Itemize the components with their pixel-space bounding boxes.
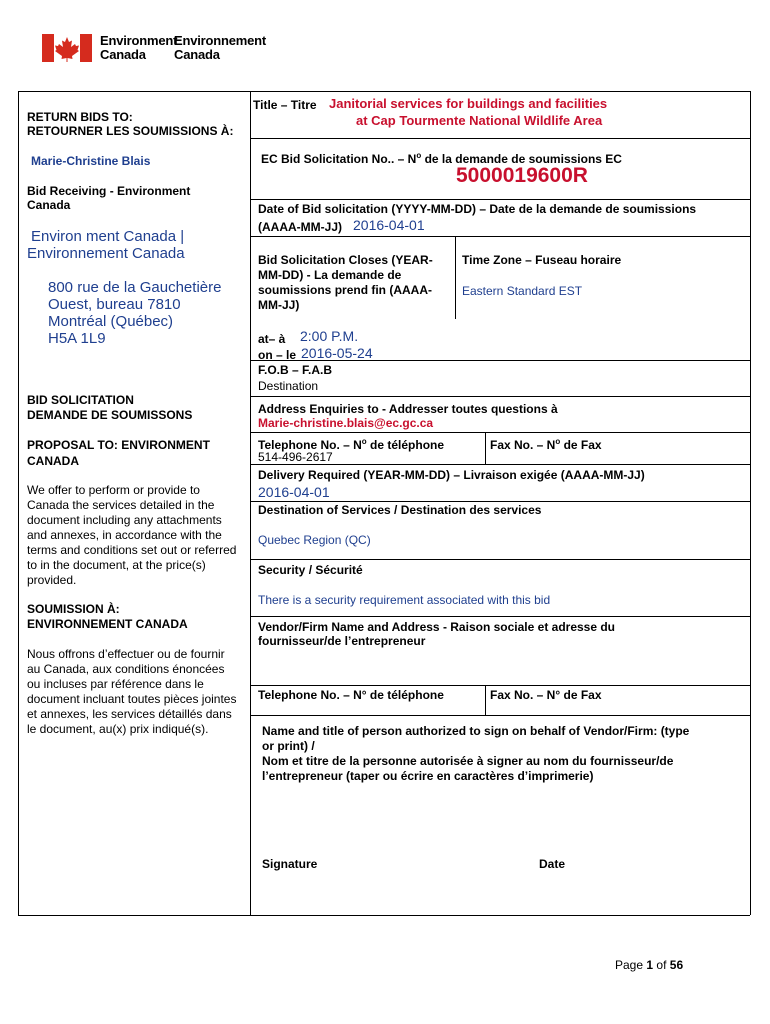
return-bids-label-en: RETURN BIDS TO: — [27, 110, 133, 124]
closes-line4: MM-JJ) — [258, 298, 300, 312]
proposal-to-line2: CANADA — [27, 454, 79, 468]
timezone-label: Time Zone – Fuseau horaire — [462, 253, 622, 267]
security-value: There is a security requirement associated with this bid — [258, 593, 551, 607]
page-number: Page 1 of 56 — [615, 958, 684, 972]
soumission-line1: SOUMISSION À: — [27, 602, 120, 616]
date-label-line1: Date of Bid solicitation (YYYY-MM-DD) – Date de la demande de soumissions — [258, 202, 697, 216]
delivery-value: 2016-04-01 — [258, 484, 330, 500]
title-line1: Janitorial services for buildings and facilities — [329, 96, 608, 111]
bid-receiving-line1: Bid Receiving - Environment — [27, 184, 191, 198]
authorized-line2: or print) / — [262, 739, 315, 753]
address-line1: 800 rue de la Gauchetière — [48, 279, 222, 296]
authorized-line1: Name and title of person authorized to sign on behalf of Vendor/Firm: (type — [262, 724, 690, 738]
department-name-en: Environment Canada — [100, 33, 178, 62]
soumission-line2: ENVIRONNEMENT CANADA — [27, 617, 188, 631]
vendor-label-line2: fournisseur/de l’entrepreneur — [258, 634, 426, 648]
telephone-label: Telephone No. – $N^o$ de téléphone — [258, 437, 445, 452]
authorized-line3: Nom et titre de la personne autorisée à signer au nom du fournisseur/de — [262, 754, 674, 768]
on-label: on – le — [258, 348, 297, 362]
destination-label: Destination of Services / Destination des services — [258, 503, 542, 517]
fob-label: F.O.B – F.A.B — [258, 363, 333, 377]
date-signature-label: Date — [539, 857, 566, 871]
solicitation-no-label: EC Bid Solicitation No.. – $N^o$ de la demande de soumissions EC — [261, 151, 622, 166]
enquiries-email[interactable]: Marie-christine.blais@ec.gc.ca — [258, 416, 434, 430]
vendor-telephone-label: Telephone No. – N° de téléphone — [258, 688, 444, 702]
timezone-value: Eastern Standard EST — [462, 284, 583, 298]
vendor-fax-label: Fax No. – N° de Fax — [490, 688, 602, 702]
address-line4: H5A 1L9 — [48, 330, 106, 347]
closes-line1: Bid Solicitation Closes (YEAR- — [258, 253, 433, 267]
department-name-fr: Environnement Canada — [174, 33, 267, 62]
closes-line2: MM-DD) - La demande de — [258, 268, 402, 282]
proposal-to-line1: PROPOSAL TO: ENVIRONMENT — [27, 438, 210, 452]
bid-solicitation-en: BID SOLICITATION — [27, 393, 134, 407]
delivery-label: Delivery Required (YEAR-MM-DD) – Livraison exigée (AAAA-MM-JJ) — [258, 468, 645, 482]
on-date-value: 2016-05-24 — [301, 345, 373, 361]
title-line2: at Cap Tourmente National Wildlife Area — [356, 113, 603, 128]
signature-label: Signature — [262, 857, 318, 871]
org-line2: Environnement Canada — [27, 245, 185, 262]
address-line3: Montréal (Québec) — [48, 313, 174, 330]
telephone-value: 514-496-2617 — [258, 450, 333, 464]
title-label: Title – Titre — [253, 98, 317, 112]
fob-value: Destination — [258, 379, 319, 393]
address-line2: Ouest, bureau 7810 — [48, 296, 181, 313]
return-bids-label-fr: RETOURNER LES SOUMISSIONS À: — [27, 124, 234, 138]
org-line1: Environ ment Canada | — [31, 228, 185, 245]
solicitation-number: 5000019600R — [456, 164, 588, 187]
offer-text-fr: Nous offrons d’effectuer ou de fournir au Canada, aux conditions énoncées ou incluses par référence dans le document incluant toutes pièces jointes et annexes, les services détaillés dans le document, au(x) prix indiqué(s). — [27, 647, 237, 736]
at-time-value: 2:00 P.M. — [300, 328, 359, 344]
canada-flag-logo — [42, 34, 92, 62]
at-label: at– à — [258, 332, 286, 346]
bid-solicitation-fr: DEMANDE DE SOUMISSONS — [27, 408, 193, 422]
authorized-line4: l’entrepreneur (taper ou écrire en caractères d’imprimerie) — [262, 769, 594, 783]
bid-receiving-line2: Canada — [27, 198, 71, 212]
enquiries-label: Address Enquiries to - Addresser toutes questions à — [258, 402, 558, 416]
offer-text-en: We offer to perform or provide to Canada the services detailed in the document including any attachments and annexes, in accordance with the terms and conditions set out or referred to in the document, at the price(s) provided. — [27, 483, 237, 587]
contact-name: Marie-Christine Blais — [31, 154, 151, 168]
date-label-line2: (AAAA-MM-JJ) — [258, 220, 342, 234]
closes-line3: soumissions prend fin (AAAA- — [258, 283, 433, 297]
vendor-label-line1: Vendor/Firm Name and Address - Raison sociale et adresse du — [258, 620, 616, 634]
fax-label: Fax No. – $N^o$ de Fax — [490, 437, 602, 452]
security-label: Security / Sécurité — [258, 563, 363, 577]
destination-value: Quebec Region (QC) — [258, 533, 371, 547]
date-value: 2016-04-01 — [353, 217, 425, 233]
